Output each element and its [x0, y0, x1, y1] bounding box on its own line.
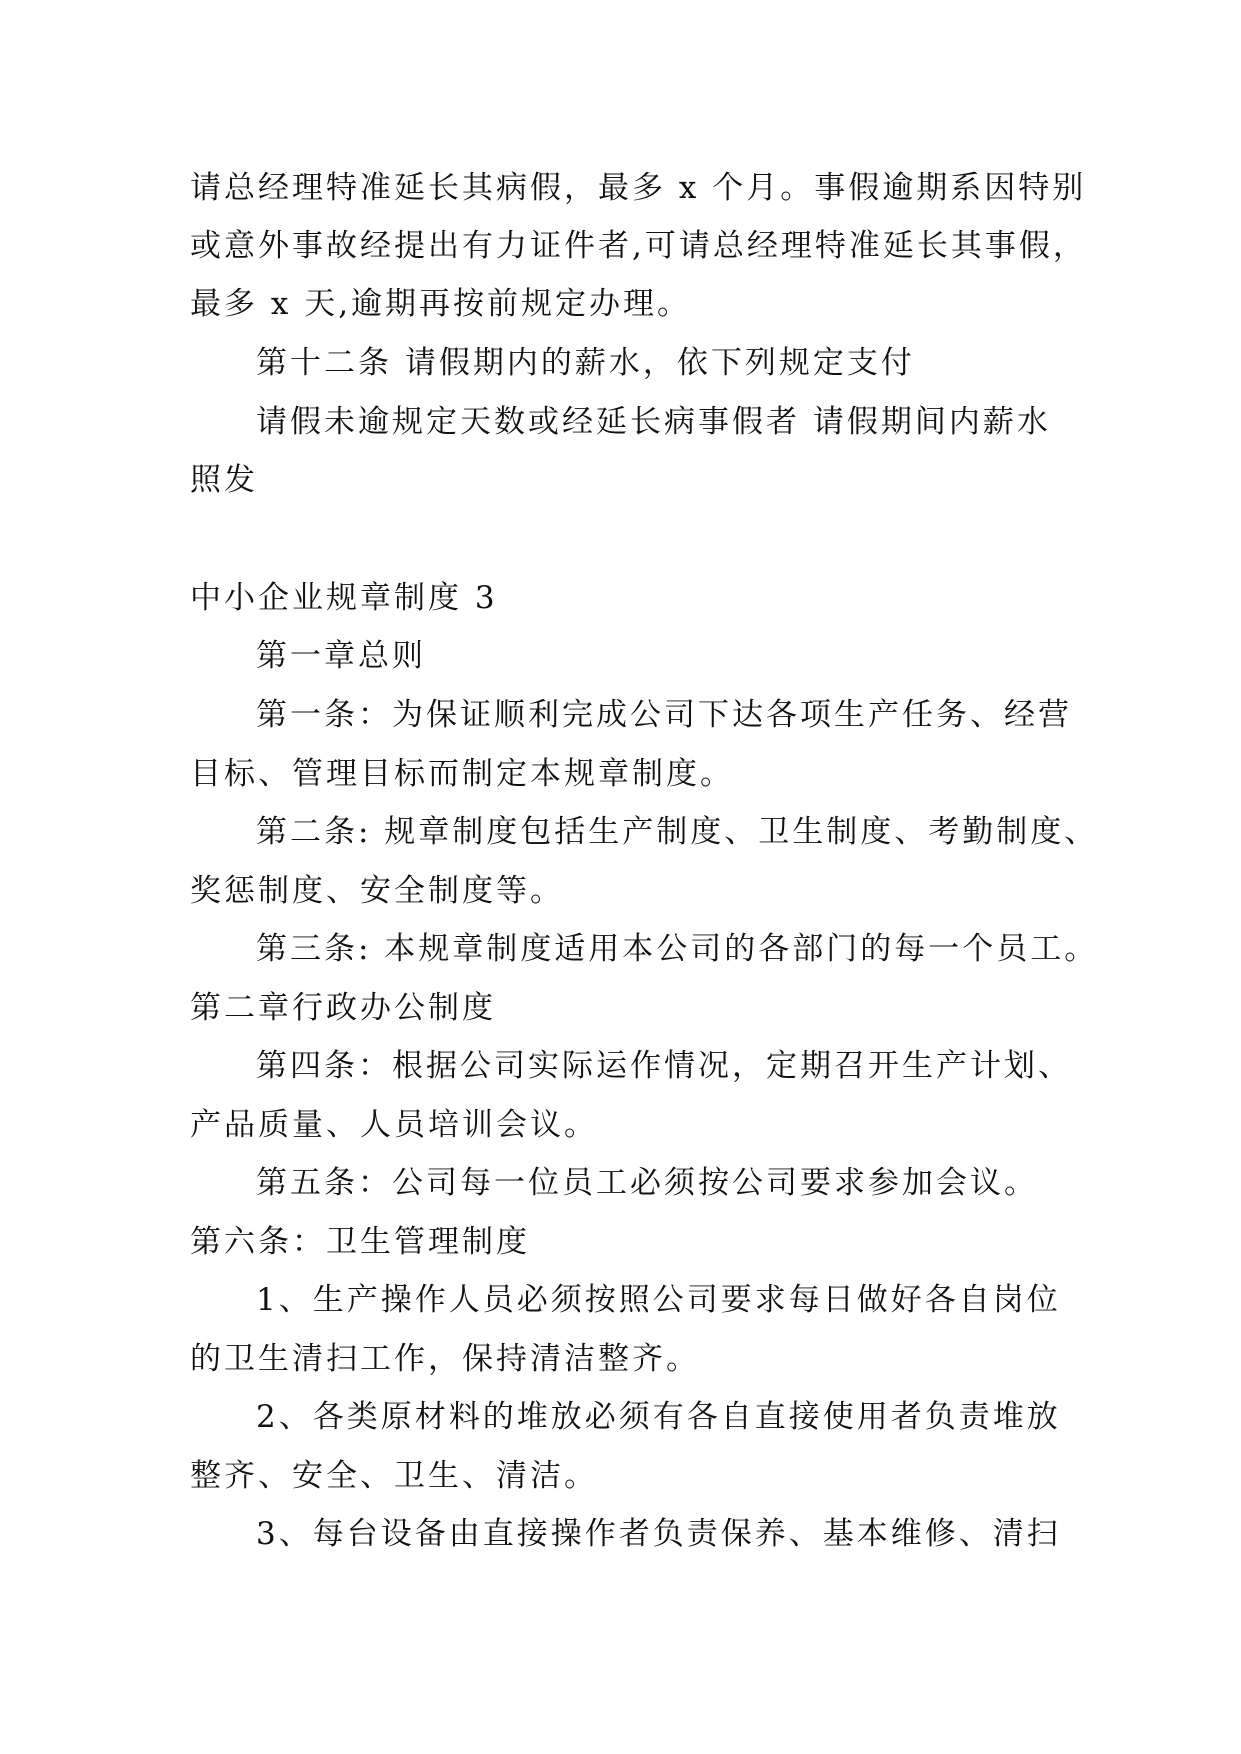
text-line: 第五条：公司每一位员工必须按公司要求参加会议。 — [256, 1165, 1038, 1201]
text-line: 第六条：卫生管理制度 — [190, 1224, 530, 1260]
text-line: 目标、管理目标而制定本规章制度。 — [190, 756, 734, 792]
text-line: 最多 x 天,逾期再按前规定办理。 — [190, 286, 692, 322]
text-line: 第十二条 请假期内的薪水，依下列规定支付 — [256, 345, 915, 381]
chapter-heading: 第二章行政办公制度 — [190, 990, 496, 1026]
text-line: 第二条: 规章制度包括生产制度、卫生制度、考勤制度、 — [256, 814, 1099, 850]
text-line: 产品质量、人员培训会议。 — [190, 1107, 598, 1143]
chapter-heading: 第一章总则 — [256, 638, 426, 674]
text-line: 2、各类原材料的堆放必须有各自直接使用者负责堆放 — [256, 1399, 1061, 1435]
text-line: 3、每台设备由直接操作者负责保养、基本维修、清扫 — [256, 1516, 1061, 1552]
text-line: 照发 — [190, 462, 258, 498]
text-line: 第一条：为保证顺利完成公司下达各项生产任务、经营 — [256, 697, 1072, 733]
text-line: 1、生产操作人员必须按照公司要求每日做好各自岗位 — [256, 1282, 1061, 1318]
text-line: 的卫生清扫工作，保持清洁整齐。 — [190, 1341, 700, 1377]
text-line: 请总经理特准延长其病假，最多 x 个月。事假逾期系因特别 — [190, 170, 1087, 206]
text-line: 第四条：根据公司实际运作情况，定期召开生产计划、 — [256, 1048, 1072, 1084]
text-line: 第三条: 本规章制度适用本公司的各部门的每一个员工。 — [256, 931, 1099, 967]
text-line: 奖惩制度、安全制度等。 — [190, 873, 564, 909]
text-line: 或意外事故经提出有力证件者,可请总经理特准延长其事假， — [190, 228, 1087, 264]
text-line: 整齐、安全、卫生、清洁。 — [190, 1458, 598, 1494]
text-line: 请假未逾规定天数或经延长病事假者 请假期间内薪水 — [256, 404, 1051, 440]
section-title: 中小企业规章制度 3 — [190, 580, 498, 616]
